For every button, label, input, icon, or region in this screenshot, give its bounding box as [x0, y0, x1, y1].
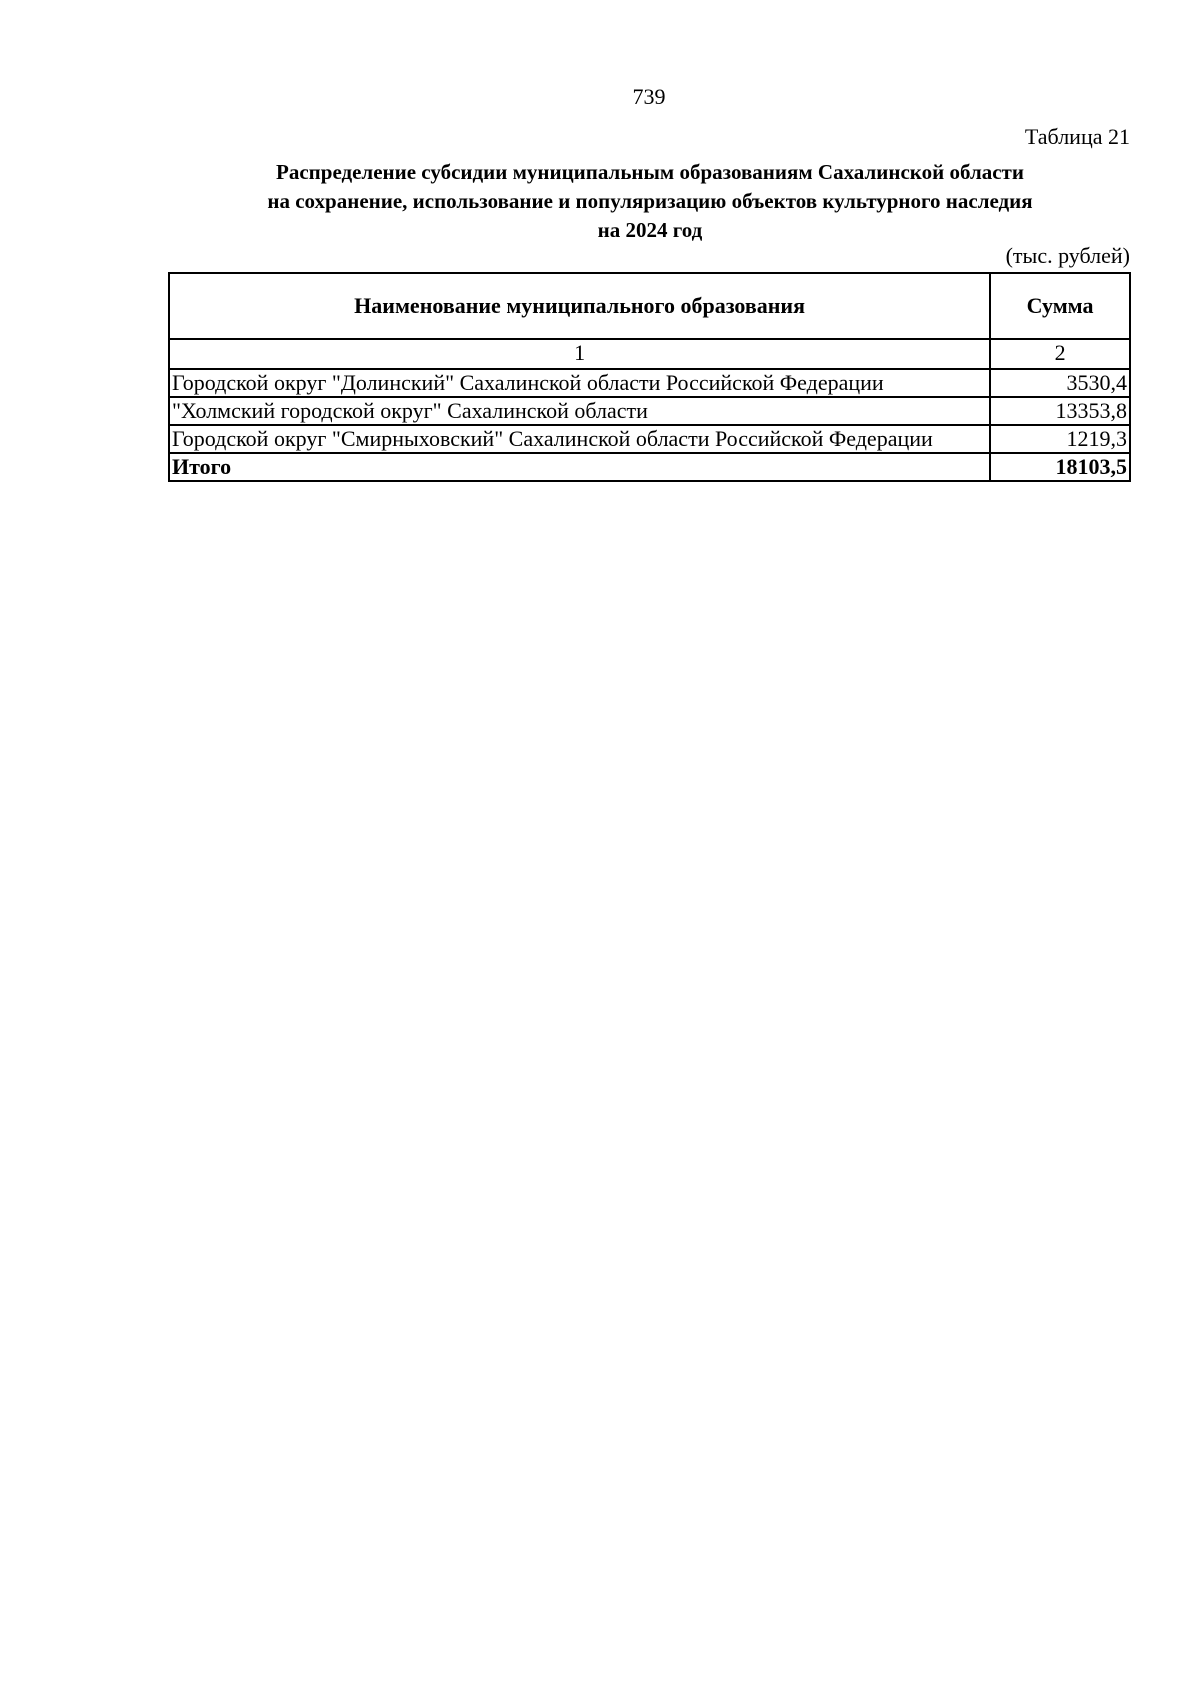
table-row [169, 369, 1130, 397]
total-amount: 18103,5 [990, 453, 1130, 481]
municipality-name: "Холмский городской округ" Сахалинской области [169, 397, 990, 425]
municipality-name: Городской округ "Долинский" Сахалинской области Российской Федерации [169, 369, 990, 397]
title-line: на сохранение, использование и популяризацию объектов культурного наследия [267, 189, 1033, 213]
column-number-row [169, 339, 1130, 369]
total-row [169, 453, 1130, 481]
municipality-name: Городской округ "Смирныховский" Сахалинской области Российской Федерации [169, 425, 990, 453]
subsidy-table [168, 272, 1131, 482]
title-line: на 2024 год [597, 218, 703, 242]
amount: 3530,4 [990, 369, 1130, 397]
document-title [160, 158, 1140, 245]
table-row [169, 397, 1130, 425]
total-label: Итого [169, 453, 990, 481]
title-line: Распределение субсидии муниципальным образованиям Сахалинской области [276, 160, 1024, 184]
header-name: Наименование муниципального образования [169, 273, 990, 339]
table-header-row [169, 273, 1130, 339]
units-label: (тыс. рублей) [1005, 243, 1130, 268]
page-number: 739 [632, 84, 666, 109]
column-number: 1 [169, 339, 990, 369]
table-label: Таблица 21 [1024, 124, 1130, 149]
header-amount: Сумма [990, 273, 1130, 339]
table-row [169, 425, 1130, 453]
amount: 1219,3 [990, 425, 1130, 453]
column-number: 2 [990, 339, 1130, 369]
amount: 13353,8 [990, 397, 1130, 425]
